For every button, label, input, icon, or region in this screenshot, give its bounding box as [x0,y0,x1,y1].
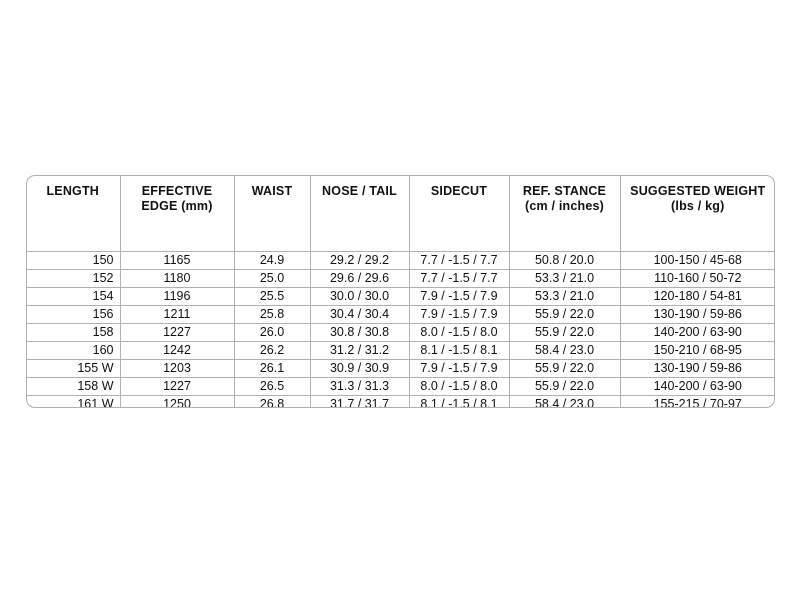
header-suggested-weight-line1: SUGGESTED WEIGHT [630,184,766,198]
cell-effective-edge: 1203 [120,359,234,377]
header-waist-line1: WAIST [251,184,293,198]
cell-ref-stance: 53.3 / 21.0 [509,287,620,305]
header-ref-stance-line1: REF. STANCE [522,184,607,198]
cell-suggested-weight: 130-190 / 59-86 [620,359,775,377]
cell-nose-tail: 29.6 / 29.6 [310,269,409,287]
cell-sidecut: 7.9 / -1.5 / 7.9 [409,305,509,323]
cell-suggested-weight: 140-200 / 63-90 [620,377,775,395]
header-ref-stance [509,175,620,251]
cell-nose-tail: 30.0 / 30.0 [310,287,409,305]
cell-suggested-weight: 150-210 / 68-95 [620,341,775,359]
cell-length: 150 [26,251,120,269]
cell-effective-edge: 1227 [120,323,234,341]
cell-waist: 25.0 [234,269,310,287]
cell-waist: 24.9 [234,251,310,269]
cell-effective-edge: 1196 [120,287,234,305]
cell-waist: 26.1 [234,359,310,377]
header-suggested-weight-line2: (lbs / kg) [671,199,725,213]
cell-length: 156 [26,305,120,323]
cell-ref-stance: 58.4 / 23.0 [509,341,620,359]
header-nose-tail [310,175,409,251]
cell-effective-edge: 1250 [120,395,234,408]
header-length-line1: LENGTH [46,184,100,198]
cell-waist: 25.8 [234,305,310,323]
table-row [26,359,775,377]
table-row [26,323,775,341]
spec-table-frame [26,175,775,408]
table-row [26,341,775,359]
table-row [26,251,775,269]
cell-ref-stance: 55.9 / 22.0 [509,359,620,377]
header-sidecut [409,175,509,251]
cell-effective-edge: 1227 [120,377,234,395]
cell-ref-stance: 55.9 / 22.0 [509,323,620,341]
header-suggested-weight [620,175,775,251]
cell-waist: 26.0 [234,323,310,341]
cell-length: 155 W [26,359,120,377]
cell-nose-tail: 30.4 / 30.4 [310,305,409,323]
header-effective-edge [120,175,234,251]
cell-waist: 26.8 [234,395,310,408]
cell-waist: 26.5 [234,377,310,395]
cell-ref-stance: 55.9 / 22.0 [509,377,620,395]
table-row [26,305,775,323]
cell-sidecut: 7.9 / -1.5 / 7.9 [409,359,509,377]
cell-suggested-weight: 155-215 / 70-97 [620,395,775,408]
cell-waist: 26.2 [234,341,310,359]
cell-length: 161 W [26,395,120,408]
header-sidecut-line1: SIDECUT [430,184,488,198]
cell-nose-tail: 29.2 / 29.2 [310,251,409,269]
cell-sidecut: 7.7 / -1.5 / 7.7 [409,269,509,287]
cell-effective-edge: 1165 [120,251,234,269]
cell-length: 158 [26,323,120,341]
table-row [26,395,775,408]
cell-waist: 25.5 [234,287,310,305]
cell-suggested-weight: 140-200 / 63-90 [620,323,775,341]
cell-sidecut: 8.0 / -1.5 / 8.0 [409,323,509,341]
cell-length: 152 [26,269,120,287]
cell-ref-stance: 58.4 / 23.0 [509,395,620,408]
cell-effective-edge: 1211 [120,305,234,323]
header-effective-edge-line1: EFFECTIVE [141,184,213,198]
cell-length: 154 [26,287,120,305]
cell-length: 160 [26,341,120,359]
header-ref-stance-line2: (cm / inches) [524,199,604,213]
cell-suggested-weight: 130-190 / 59-86 [620,305,775,323]
cell-sidecut: 8.0 / -1.5 / 8.0 [409,377,509,395]
table-row [26,269,775,287]
cell-ref-stance: 55.9 / 22.0 [509,305,620,323]
cell-effective-edge: 1242 [120,341,234,359]
cell-suggested-weight: 100-150 / 45-68 [620,251,775,269]
cell-length: 158 W [26,377,120,395]
cell-sidecut: 7.7 / -1.5 / 7.7 [409,251,509,269]
cell-ref-stance: 53.3 / 21.0 [509,269,620,287]
spec-table [26,175,775,408]
table-row [26,377,775,395]
cell-suggested-weight: 120-180 / 54-81 [620,287,775,305]
cell-nose-tail: 31.7 / 31.7 [310,395,409,408]
header-nose-tail-line1: NOSE / TAIL [322,184,397,198]
cell-sidecut: 8.1 / -1.5 / 8.1 [409,395,509,408]
header-waist [234,175,310,251]
cell-sidecut: 8.1 / -1.5 / 8.1 [409,341,509,359]
cell-suggested-weight: 110-160 / 50-72 [620,269,775,287]
cell-nose-tail: 31.3 / 31.3 [310,377,409,395]
table-row [26,287,775,305]
cell-sidecut: 7.9 / -1.5 / 7.9 [409,287,509,305]
cell-effective-edge: 1180 [120,269,234,287]
cell-nose-tail: 30.9 / 30.9 [310,359,409,377]
header-effective-edge-line2: EDGE (mm) [141,199,213,213]
cell-nose-tail: 31.2 / 31.2 [310,341,409,359]
cell-nose-tail: 30.8 / 30.8 [310,323,409,341]
header-length [26,175,120,251]
cell-ref-stance: 50.8 / 20.0 [509,251,620,269]
header-row [26,175,775,251]
